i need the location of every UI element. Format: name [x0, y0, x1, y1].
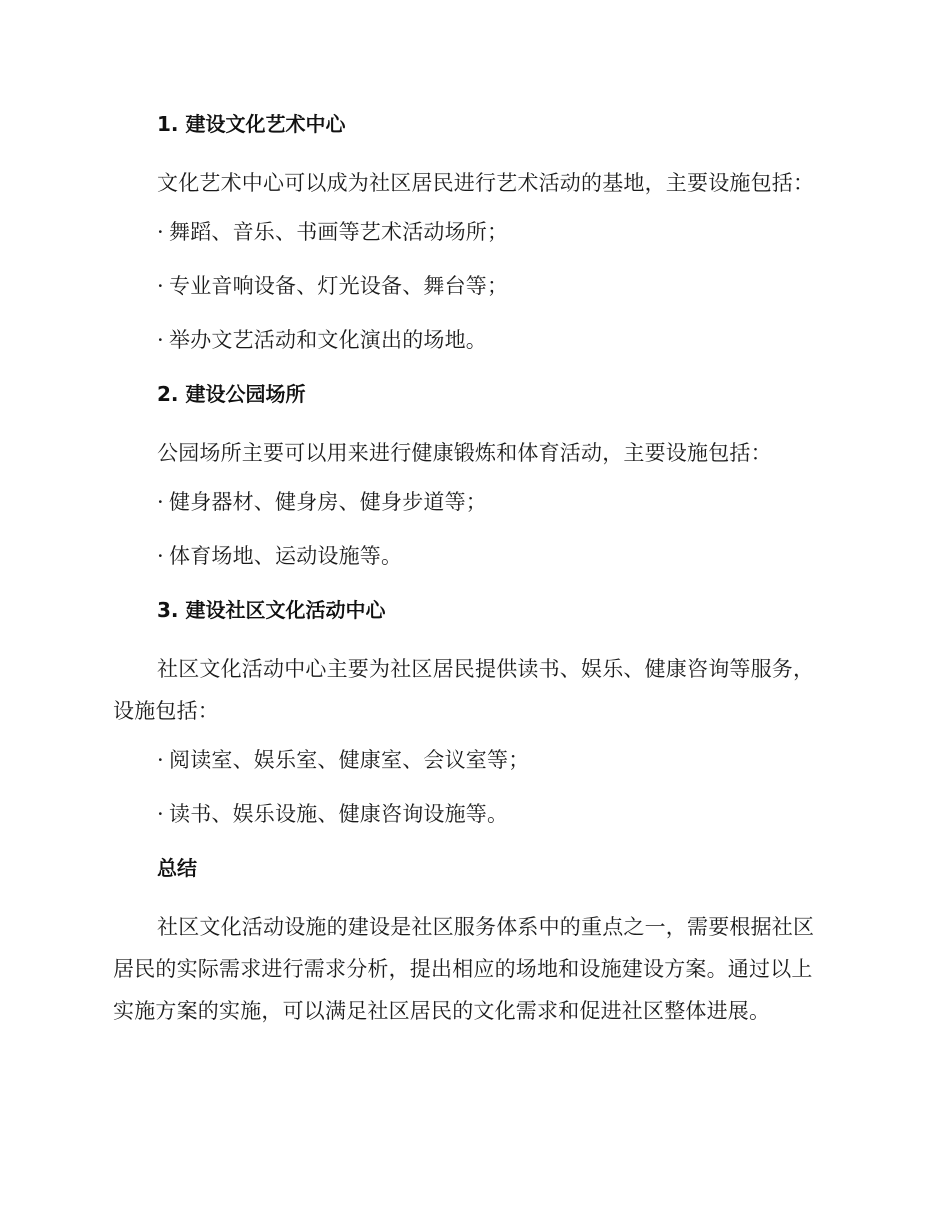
list-item-text: 专业音响设备、灯光设备、舞台等； [169, 274, 509, 298]
bullet-glyph: · [157, 274, 164, 298]
document-body [113, 108, 833, 1044]
bullet-glyph: · [157, 328, 164, 352]
bullet-glyph: · [157, 748, 164, 772]
list-item-text: 舞蹈、音乐、书画等艺术活动场所； [169, 220, 509, 244]
list-item-text: 体育场地、运动设施等。 [169, 544, 403, 568]
list-item [157, 324, 833, 356]
summary-text: 社区文化活动设施的建设是社区服务体系中的重点之一，需要根据社区居民的实际需求进行需求分析，提出相应的场地和设施建设方案。通过以上实施方案的实施，可以满足社区居民的文化需求和促进社区整体进展。 [113, 915, 815, 1023]
list-item [157, 798, 833, 830]
list-item-text: 读书、娱乐设施、健康咨询设施等。 [169, 802, 509, 826]
list-item [157, 540, 833, 572]
list-item-text: 举办文艺活动和文化演出的场地。 [169, 328, 487, 352]
list-item [157, 270, 833, 302]
summary-heading: 总结 [157, 856, 197, 880]
section-1-intro: 文化艺术中心可以成为社区居民进行艺术活动的基地，主要设施包括： [157, 171, 815, 195]
section-2-heading: 2. 建设公园场所 [157, 382, 306, 406]
list-item-text: 健身器材、健身房、健身步道等； [169, 490, 487, 514]
list-item [157, 216, 833, 248]
bullet-glyph: · [157, 544, 164, 568]
section-3-heading: 3. 建设社区文化活动中心 [157, 598, 386, 622]
bullet-glyph: · [157, 220, 164, 244]
bullet-glyph: · [157, 802, 164, 826]
list-item [157, 744, 833, 776]
bullet-glyph: · [157, 490, 164, 514]
section-2-intro: 公园场所主要可以用来进行健康锻炼和体育活动，主要设施包括： [157, 441, 772, 465]
list-item-text: 阅读室、娱乐室、健康室、会议室等； [169, 748, 530, 772]
list-item [157, 486, 833, 518]
section-3-intro: 社区文化活动中心主要为社区居民提供读书、娱乐、健康咨询等服务，设施包括： [113, 657, 815, 723]
section-1-heading: 1. 建设文化艺术中心 [157, 112, 346, 136]
